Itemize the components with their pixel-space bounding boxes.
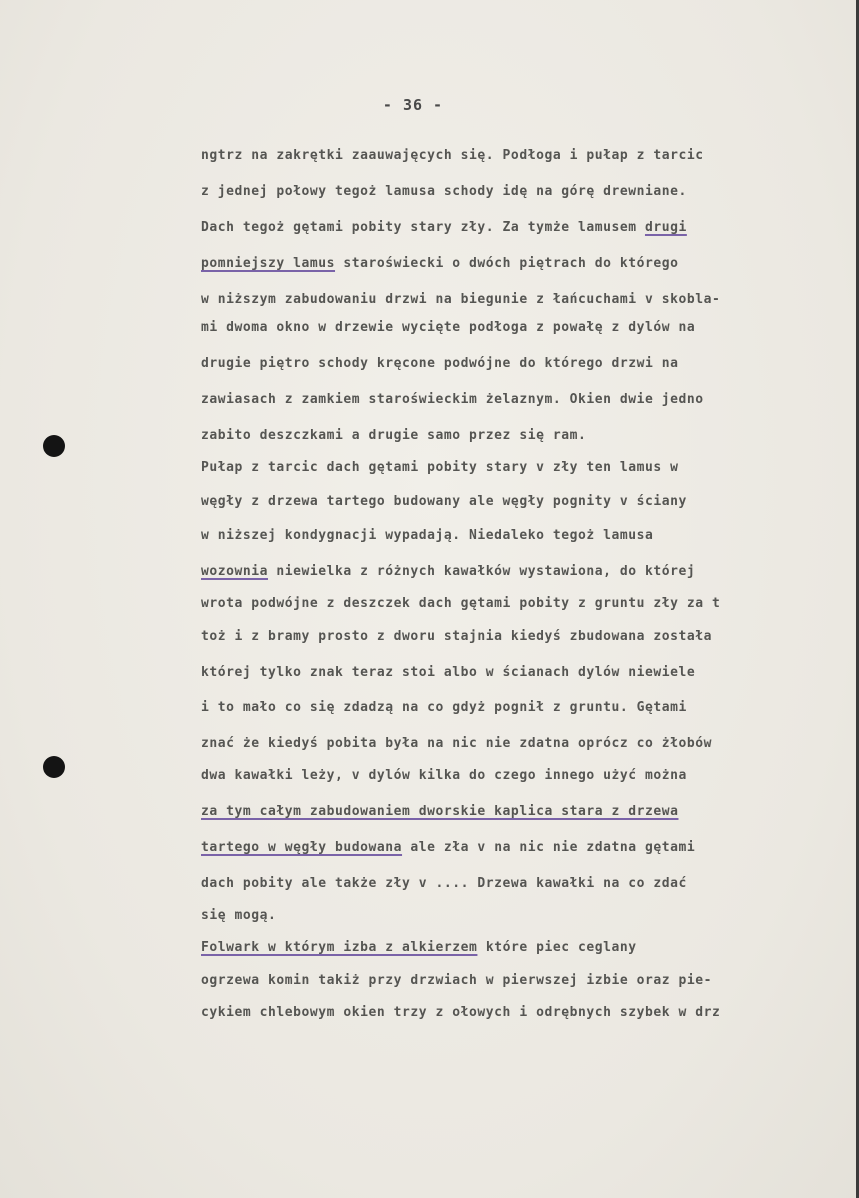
underlined-phrase: Folwark w którym izba z alkierzem <box>201 940 478 955</box>
text-line-10: Pułap z tarcic dach gętami pobity stary v zły ten lamus w <box>201 460 679 475</box>
text-line-17: i to mało co się zdadzą na co gdyż pognił z gruntu. Gętami <box>201 700 687 715</box>
underlined-phrase: drugi <box>644 220 687 235</box>
text-line-7: drugie piętro schody kręcone podwójne do którego drzwi na <box>201 356 679 371</box>
text-line-22: dach pobity ale także zły v .... Drzewa kawałki na co zdać <box>201 876 687 891</box>
text-line-3: Dach tegoż gętami pobity stary zły. Za tymże lamusem drugi <box>201 220 687 235</box>
text-line-23: się mogą. <box>201 908 277 923</box>
text-line-21: tartego w węgły budowana ale zła v na nic nie zdatna gętami <box>201 840 696 855</box>
text-line-5: w niższym zabudowaniu drzwi na biegunie z łańcuchami v skobla- <box>201 292 721 307</box>
text-line-2: z jednej połowy tegoż lamusa schody idę na górę drewniane. <box>201 184 687 199</box>
text-line-20 <box>201 803 678 821</box>
text-line-26: cykiem chlebowym okien trzy z ołowych i odrębnych szybek w drz <box>201 1005 721 1020</box>
underlined-phrase: pomniejszy lamus <box>201 256 336 271</box>
text-line-24: Folwark w którym izba z alkierzem które piec ceglany <box>201 940 637 955</box>
text-line-1: ngtrz na zakrętki zaauwajęcych się. Podłoga i pułap z tarcic <box>201 148 704 163</box>
text-line-25: ogrzewa komin takiż przy drzwiach w pierwszej izbie oraz pie- <box>201 973 712 988</box>
text-line-6: mi dwoma okno w drzewie wycięte podłoga z powałę z dylów na <box>201 320 696 335</box>
text-line-8: zawiasach z zamkiem staroświeckim żelaznym. Okien dwie jedno <box>201 392 704 407</box>
punch-hole <box>43 435 65 457</box>
text-line-15: toż i z bramy prosto z dworu stajnia kiedyś zbudowana została <box>201 629 712 644</box>
text-line-12: w niższej kondygnacji wypadają. Niedaleko tegoż lamusa <box>201 528 654 543</box>
text-line-13: wozownia niewielka z różnych kawałków wystawiona, do której <box>201 564 696 579</box>
text-line-16: której tylko znak teraz stoi albo w ścianach dylów niewiele <box>201 665 696 680</box>
text-line-11: węgły z drzewa tartego budowany ale węgły pognity v ściany <box>201 494 687 509</box>
underlined-phrase: tartego w węgły budowana <box>201 840 403 855</box>
text-line-18: znać że kiedyś pobita była na nic nie zdatna oprócz co żłobów <box>201 736 712 751</box>
page-number: - 36 - <box>382 96 444 114</box>
underlined-phrase: za tym całym zabudowaniem dworskie kaplica stara z drzewa <box>201 804 679 819</box>
text-line-19: dwa kawałki leży, v dylów kilka do czego innego użyć można <box>201 768 687 783</box>
punch-hole <box>43 756 65 778</box>
text-line-9: zabito deszczkami a drugie samo przez się ram. <box>201 428 587 443</box>
text-line-14: wrota podwójne z deszczek dach gętami pobity z gruntu zły za t <box>201 596 721 611</box>
text-line-4: pomniejszy lamus staroświecki o dwóch piętrach do którego <box>201 256 679 271</box>
underlined-phrase: wozownia <box>201 564 269 579</box>
